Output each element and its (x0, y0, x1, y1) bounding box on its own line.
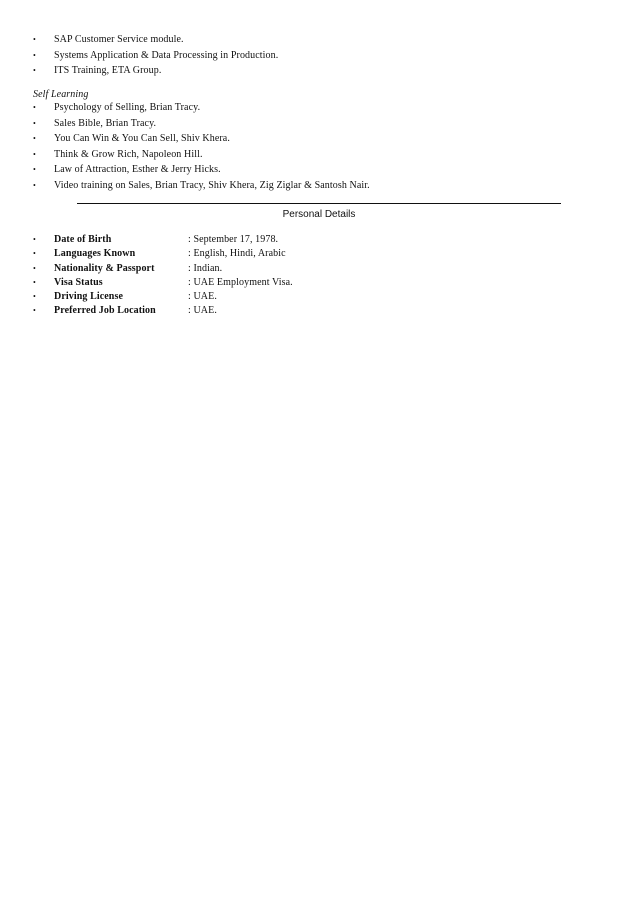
bullet-icon: • (33, 103, 36, 112)
detail-value: : UAE. (188, 291, 217, 303)
list-item (0, 131, 638, 147)
list-item-text: Think & Grow Rich, Napoleon Hill. (54, 148, 203, 160)
bullet-icon: • (33, 50, 36, 60)
detail-value: : UAE. (188, 305, 217, 317)
detail-row (0, 276, 638, 290)
bullet-icon: • (33, 277, 36, 287)
list-item-text: SAP Customer Service module. (54, 34, 184, 45)
detail-label: Nationality & Passport (54, 262, 155, 274)
bullet-icon: • (33, 180, 36, 190)
detail-label: Preferred Job Location (54, 305, 156, 317)
list-item (0, 32, 638, 48)
bullet-icon: • (33, 263, 36, 273)
list-item-text: Law of Attraction, Esther & Jerry Hicks. (54, 164, 221, 176)
detail-row (0, 290, 638, 304)
list-item-text: Sales Bible, Brian Tracy. (54, 117, 157, 129)
list-item-text: You Can Win & You Can Sell, Shiv Khera. (54, 133, 230, 145)
bullet-icon: • (33, 165, 36, 175)
self-learning-list (0, 100, 638, 194)
detail-row (0, 247, 638, 261)
bullet-icon: • (33, 134, 36, 144)
bullet-icon: • (33, 149, 36, 159)
personal-details-list (0, 233, 638, 319)
bullet-icon: • (33, 35, 36, 44)
list-item-text: Psychology of Selling, Brian Tracy. (54, 102, 201, 113)
detail-value: : UAE Employment Visa. (188, 276, 293, 288)
list-item (0, 178, 638, 194)
bullet-icon: • (33, 118, 36, 128)
detail-row (0, 233, 638, 247)
bullet-icon: • (33, 66, 36, 76)
list-item (0, 162, 638, 178)
detail-value: : Indian. (188, 262, 223, 274)
training-list (0, 32, 638, 79)
list-item-text: ITS Training, ETA Group. (54, 65, 162, 77)
personal-details-heading: Personal Details (282, 209, 356, 220)
list-item (0, 147, 638, 163)
list-item-text: Systems Application & Data Processing in Production. (54, 49, 279, 61)
list-item (0, 63, 638, 79)
bullet-icon: • (33, 235, 36, 244)
detail-label: Languages Known (54, 248, 136, 260)
detail-value: : English, Hindi, Arabic (188, 248, 286, 260)
detail-row (0, 262, 638, 276)
list-item-text: Video training on Sales, Brian Tracy, Shiv Khera, Zig Ziglar & Santosh Nair. (54, 179, 370, 191)
list-item (0, 116, 638, 132)
detail-label: Date of Birth (54, 234, 112, 245)
list-item (0, 48, 638, 64)
detail-label: Driving License (54, 291, 123, 303)
list-item (0, 100, 638, 116)
bullet-icon: • (33, 292, 36, 302)
bullet-icon: • (33, 249, 36, 259)
section-divider (77, 203, 561, 204)
detail-label: Visa Status (54, 276, 103, 288)
detail-row (0, 304, 638, 318)
bullet-icon: • (33, 306, 36, 316)
detail-value: : September 17, 1978. (188, 234, 279, 245)
self-learning-heading: Self Learning (33, 89, 89, 100)
